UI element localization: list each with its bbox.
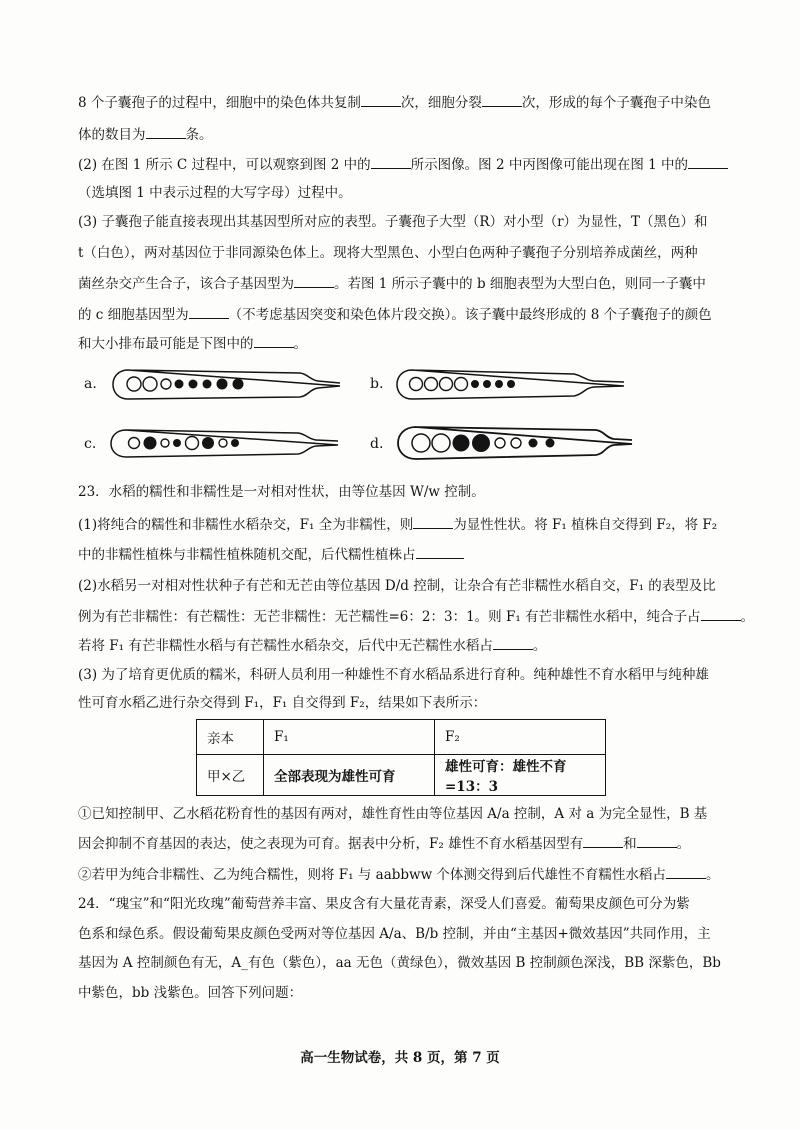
text-line: t（白色），两对基因位于非同源染色体上。现将大型黑色、小型白色两种子囊孢子分别培养成菌丝，两种 [78, 245, 698, 261]
question-23-heading: 23．水稻的糯性和非糯性是一对相对性状，由等位基因 W/w 控制。 [78, 484, 485, 500]
ascus-option-a [104, 364, 344, 404]
ascus-option-c [102, 423, 342, 463]
answer-blank[interactable] [666, 864, 706, 879]
text-line: 例为有芒非糯性：有芒糯性：无芒非糯性：无芒糯性=6：2：3：1。则 F₁ 有芒非糯性水稻中，纯合子占 。 [78, 606, 728, 627]
answer-blank[interactable] [637, 833, 677, 848]
answer-blank[interactable] [701, 606, 741, 621]
text-line: (3) 为了培育更优质的糯米，科研人员利用一种雄性不育水稻品系进行育种。纯种雄性不育水稻甲与纯种雄 [78, 667, 709, 683]
table-cell: 全部表现为雄性可育 [264, 755, 435, 796]
page-footer: 高一生物试卷，共 8 页，第 7 页 [300, 1050, 500, 1066]
table-cell: F₁ [264, 720, 435, 755]
table-row [197, 755, 606, 796]
text-line: ②若甲为纯合非糯性、乙为纯合糯性，则将 F₁ 与 aabbww 个体测交得到后代雄性不育糯性水稻占 。 [78, 864, 728, 885]
text-line: 因会抑制不育基因的表达，使之表现为可育。据表中分析，F₂ 雄性不育水稻基因型有 和 。 [78, 833, 728, 854]
text-line: (1)将纯合的糯性和非糯性水稻杂交，F₁ 全为非糯性，则 为显性性状。将 F₁ 植株自交得到 F₂，将 F₂ [78, 514, 728, 535]
results-table [196, 719, 606, 796]
text-line: 和大小排布最可能是下图中的 。 [78, 333, 728, 354]
ascus-option-b [388, 364, 628, 404]
text-line: （选填图 1 中表示过程的大写字母）过程中。 [78, 185, 352, 201]
text-line: 基因为 A 控制颜色有无，A_有色（紫色），aa 无色（黄绿色），微效基因 B 控制颜色深浅，BB 深紫色，Bb [78, 955, 721, 971]
table-cell: 甲×乙 [197, 755, 264, 796]
text-line: (3) 子囊孢子能直接表现出其基因型所对应的表型。子囊孢子大型（R）对小型（r）为显性，T（黑色）和 [78, 214, 708, 230]
option-d-label: d. [370, 436, 384, 452]
table-cell: 雄性可育：雄性不育=13：3 [435, 755, 606, 796]
text-line: 8 个子囊孢子的过程中，细胞中的染色体共复制 次，细胞分裂 次，形成的每个子囊孢子中染色 [78, 92, 728, 113]
answer-blank[interactable] [413, 514, 453, 529]
text-line: ①已知控制甲、乙水稻花粉育性的基因有两对，雄性育性由等位基因 A/a 控制，A 对 a 为完全显性，B 基 [78, 806, 708, 822]
answer-blank[interactable] [254, 333, 294, 348]
question-24-heading: 24．“瑰宝”和“阳光玫瑰”葡萄营养丰富、果皮含有大量花青素，深受人们喜爱。葡萄果皮颜色可分为紫 [78, 896, 690, 912]
text-line: 中的非糯性植株与非糯性植株随机交配，后代糯性植株占 [78, 544, 728, 565]
answer-blank[interactable] [482, 92, 522, 107]
answer-blank[interactable] [371, 154, 411, 169]
option-c-label: c. [84, 436, 97, 452]
ascus-option-d [390, 421, 635, 465]
answer-blank[interactable] [688, 154, 728, 169]
answer-blank[interactable] [189, 304, 229, 319]
answer-blank[interactable] [583, 833, 623, 848]
text-line: 的 c 细胞基因型为 （不考虑基因突变和染色体片段交换）。该子囊中最终形成的 8 个子囊孢子的颜色 [78, 304, 728, 325]
text-line: 中紫色，bb 浅紫色。回答下列问题： [78, 985, 303, 1001]
text-line: (2) 在图 1 所示 C 过程中，可以观察到图 2 中的 所示图像。图 2 中丙图像可能出现在图 1 中的 [78, 154, 728, 175]
text-line: (2)水稻另一对相对性状种子有芒和无芒由等位基因 D/d 控制，让杂合有芒非糯性水稻自交，F₁ 的表型及比 [78, 578, 716, 594]
text-line: 菌丝杂交产生合子，该合子基因型为 。若图 1 所示子囊中的 b 细胞表型为大型白色，则同一子囊中 [78, 273, 728, 294]
table-cell: F₂ [435, 720, 606, 755]
text-line: 性可育水稻乙进行杂交得到 F₁，F₁ 自交得到 F₂，结果如下表所示： [78, 695, 487, 711]
table-cell: 亲本 [197, 720, 264, 755]
answer-blank[interactable] [294, 273, 334, 288]
option-b-label: b. [370, 376, 384, 392]
text-line: 色系和绿色系。假设葡萄果皮颜色受两对等位基因 A/a、B/b 控制，并由“主基因+微效基因”共同作用，主 [78, 926, 711, 942]
answer-blank[interactable] [361, 92, 401, 107]
answer-blank[interactable] [146, 124, 186, 139]
answer-blank[interactable] [416, 544, 464, 559]
text-line: 若将 F₁ 有芒非糯性水稻与有芒糯性水稻杂交，后代中无芒糯性水稻占 。 [78, 635, 728, 656]
text-line: 体的数目为 条。 [78, 124, 728, 145]
answer-blank[interactable] [493, 635, 533, 650]
table-header-row [197, 720, 606, 755]
option-a-label: a. [84, 376, 97, 392]
